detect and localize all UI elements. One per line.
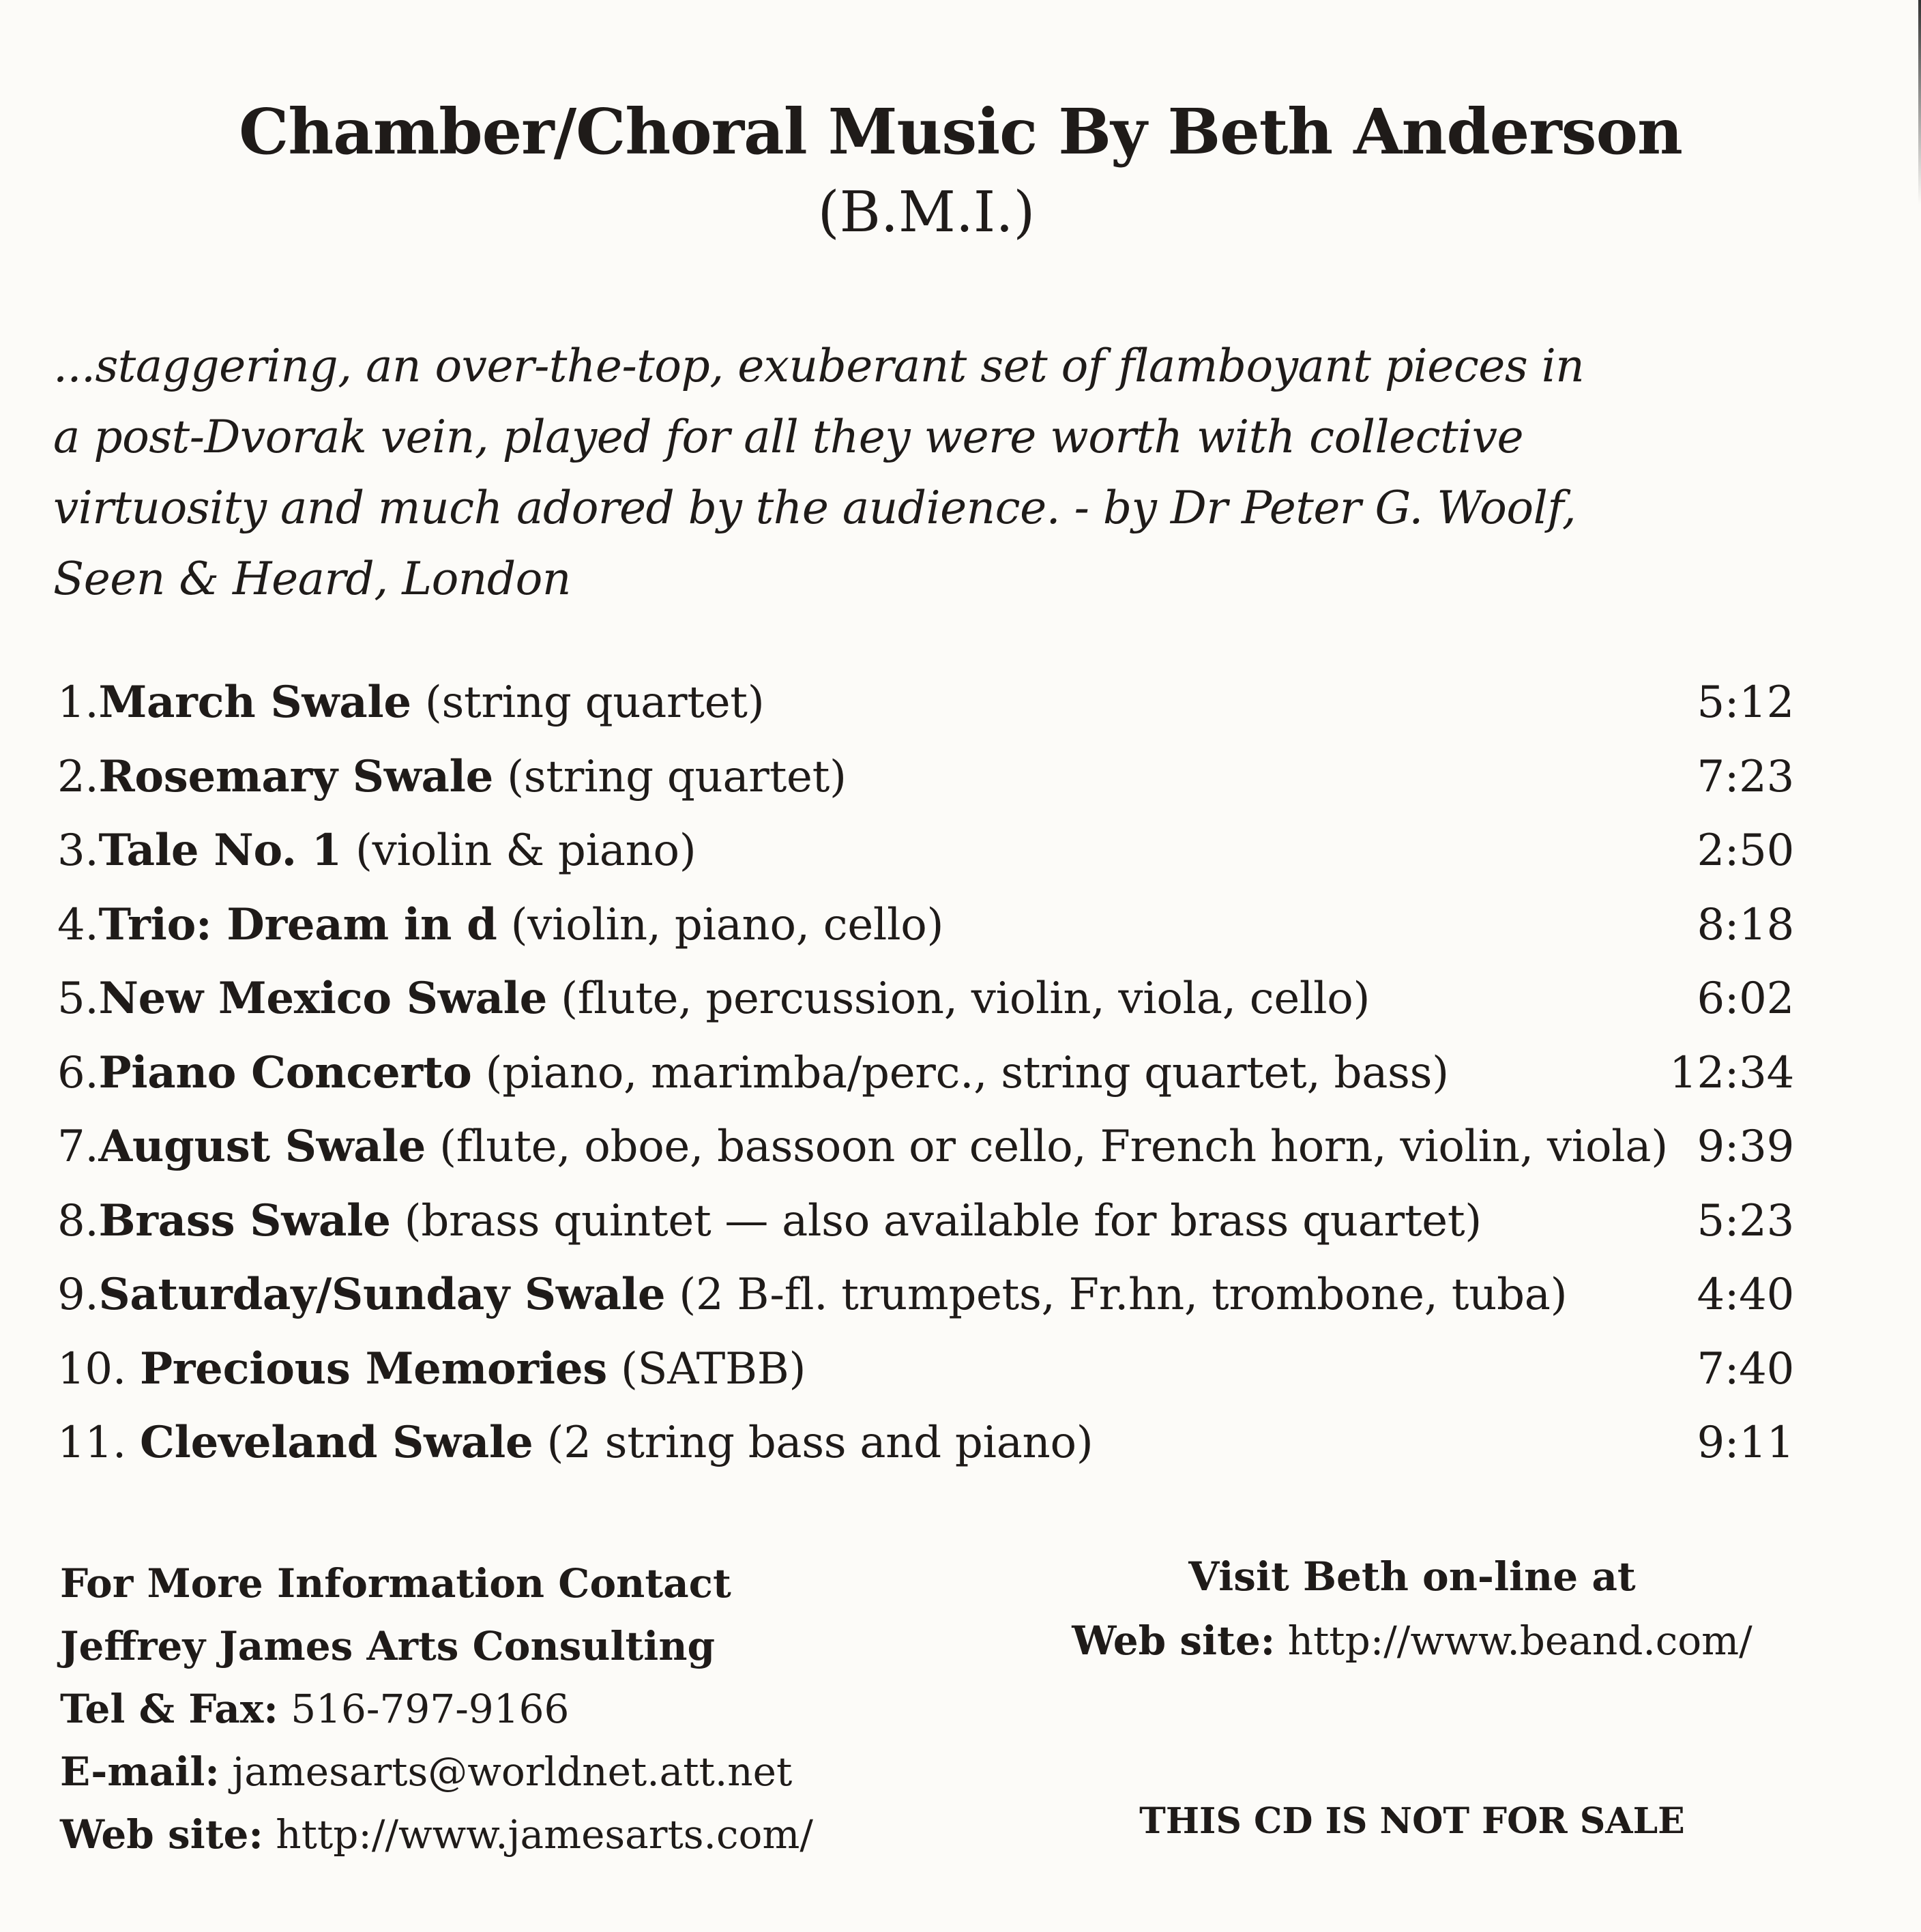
beth-website-link[interactable]: http://www.beand.com/ (1275, 1618, 1753, 1664)
track-number: 8. (57, 1195, 99, 1246)
track-number: 1. (57, 677, 99, 728)
visit-block (1016, 1545, 1808, 1673)
quote-line: Seen & Heard, London (53, 553, 571, 605)
track-duration: 12:34 (1669, 1047, 1794, 1098)
track-list (57, 666, 1794, 1480)
track-duration: 2:50 (1697, 825, 1794, 876)
quote-line: ...staggering, an over-the-top, exuberant set of flamboyant pieces in (53, 340, 1585, 392)
track-duration: 5:23 (1697, 1195, 1794, 1246)
quote-line: a post-Dvorak vein, played for all they were worth with collective (53, 411, 1524, 463)
track-instruments: (brass quintet — also available for brass quartet) (390, 1195, 1482, 1246)
track-duration: 5:12 (1697, 677, 1794, 728)
track-row (57, 1110, 1794, 1184)
track-number: 5. (57, 974, 99, 1024)
track-title: Rosemary Swale (98, 750, 494, 802)
tel-value: 516-797-9166 (278, 1686, 570, 1732)
email-link[interactable]: jamesarts@worldnet.att.net (219, 1748, 793, 1795)
track-duration: 9:39 (1697, 1122, 1794, 1172)
track-number: 2. (57, 751, 99, 802)
track-number: 10. (57, 1343, 140, 1394)
review-quote (53, 331, 1881, 615)
track-row (57, 1258, 1794, 1332)
track-title: Piano Concerto (98, 1046, 472, 1098)
track-number: 3. (57, 825, 99, 876)
track-row (57, 888, 1794, 963)
contact-block (60, 1552, 813, 1866)
track-instruments: (SATBB) (606, 1343, 806, 1394)
track-row (57, 814, 1794, 888)
track-number: 9. (57, 1270, 99, 1320)
web-label: Web site: (60, 1811, 263, 1858)
track-number: 7. (57, 1122, 99, 1172)
track-number: 6. (57, 1047, 99, 1098)
track-duration: 7:23 (1697, 751, 1794, 802)
track-duration: 9:11 (1697, 1418, 1794, 1468)
track-title: Trio: Dream in d (98, 898, 497, 950)
track-row (57, 1036, 1794, 1111)
track-row (57, 740, 1794, 815)
track-instruments: (flute, oboe, bassoon or cello, French horn, violin, viola) (426, 1122, 1668, 1172)
track-title: August Swale (98, 1121, 426, 1172)
track-duration: 6:02 (1697, 974, 1794, 1024)
track-title: Precious Memories (139, 1343, 607, 1394)
page-title: Chamber/Choral Music By Beth Anderson (239, 95, 1682, 169)
track-row (57, 1332, 1794, 1407)
track-instruments: (violin, piano, cello) (497, 899, 944, 950)
track-title: New Mexico Swale (98, 973, 548, 1024)
contact-heading: For More Information Contact (60, 1560, 731, 1607)
quote-line: virtuosity and much adored by the audience. - by Dr Peter G. Woolf, (53, 482, 1577, 534)
visit-heading: Visit Beth on-line at (1188, 1553, 1636, 1600)
track-instruments: (2 string bass and piano) (533, 1418, 1094, 1468)
track-title: Tale No. 1 (98, 825, 342, 876)
track-title: March Swale (98, 677, 411, 728)
track-title: Saturday/Sunday Swale (98, 1269, 666, 1320)
track-row (57, 1184, 1794, 1259)
track-row (57, 1406, 1794, 1480)
track-instruments: (piano, marimba/perc., string quartet, bass) (471, 1047, 1449, 1098)
track-row (57, 666, 1794, 740)
email-label: E-mail: (60, 1748, 220, 1795)
track-instruments: (string quartet) (493, 751, 847, 802)
track-duration: 7:40 (1697, 1343, 1794, 1394)
track-number: 4. (57, 899, 99, 950)
page-subtitle: (B.M.I.) (817, 180, 1036, 245)
track-instruments: (flute, percussion, violin, viola, cello) (547, 974, 1370, 1024)
track-number: 11. (57, 1418, 140, 1468)
track-duration: 8:18 (1697, 899, 1794, 950)
not-for-sale-notice: THIS CD IS NOT FOR SALE (1139, 1800, 1685, 1842)
website-link[interactable]: http://www.jamesarts.com/ (263, 1811, 813, 1858)
contact-company: Jeffrey James Arts Consulting (60, 1623, 716, 1669)
tel-label: Tel & Fax: (60, 1686, 278, 1732)
visit-web-label: Web site: (1072, 1618, 1276, 1664)
track-instruments: (violin & piano) (341, 825, 696, 876)
track-instruments: (string quartet) (411, 677, 765, 728)
track-instruments: (2 B-fl. trumpets, Fr.hn, trombone, tuba) (665, 1270, 1568, 1320)
track-title: Brass Swale (98, 1195, 391, 1246)
track-title: Cleveland Swale (139, 1417, 533, 1468)
track-row (57, 962, 1794, 1036)
track-duration: 4:40 (1697, 1270, 1794, 1320)
